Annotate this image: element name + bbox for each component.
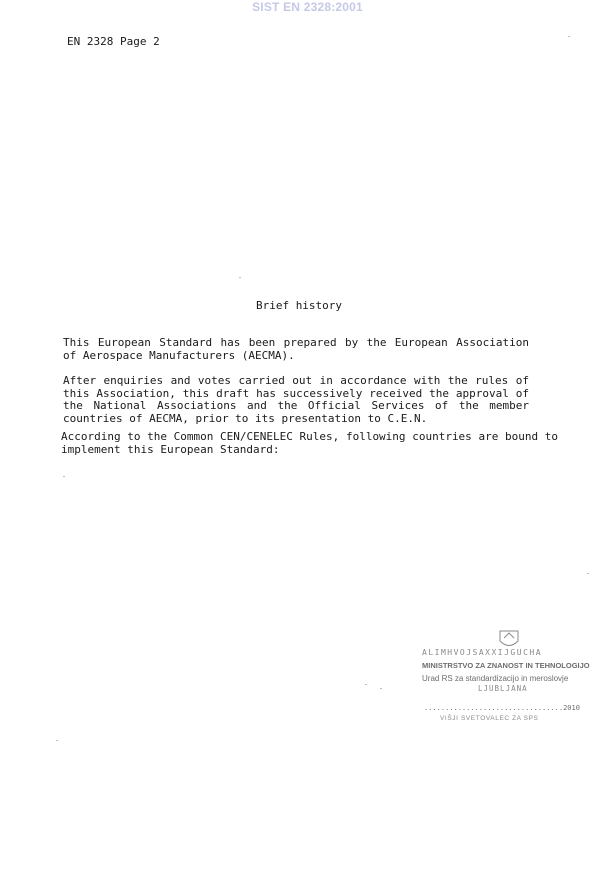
- scan-speck: [56, 740, 58, 741]
- svg-text:ALIMHVOJSAXXIJGUCHA: ALIMHVOJSAXXIJGUCHA: [422, 648, 543, 657]
- svg-text:VIŠJI SVETOVALEC ZA SPS: VIŠJI SVETOVALEC ZA SPS: [440, 715, 539, 722]
- svg-text:MINISTRSTVO ZA ZNANOST IN TEHN: MINISTRSTVO ZA ZNANOST IN TEHNOLOGIJO: [422, 661, 590, 670]
- scan-speck: [568, 36, 570, 37]
- scan-speck: [365, 684, 367, 685]
- paragraph-implementation: According to the Common CEN/CENELEC Rules, following countries are bound to implement this European Standard:: [61, 430, 558, 456]
- scan-speck: [239, 277, 241, 278]
- library-stamp-icon: [420, 628, 600, 728]
- scan-speck: [587, 573, 589, 574]
- svg-text:..............................: .................................2010: [424, 704, 580, 712]
- svg-text:Urad RS za standardizacijo in: Urad RS za standardizacijo in meroslovje: [422, 674, 569, 683]
- document-watermark: SIST EN 2328:2001: [252, 0, 363, 14]
- page-header: EN 2328 Page 2: [67, 35, 160, 48]
- section-title: Brief history: [255, 299, 343, 312]
- paragraph-approval: After enquiries and votes carried out in accordance with the rules of this Association, this draft has successively received the approval of the National Associations and the Official Services of the member countries of AECMA, prior to its presentation to C.E.N.: [63, 374, 529, 425]
- scan-speck: [380, 688, 382, 689]
- scan-speck: [63, 476, 65, 477]
- svg-text:LJUBLJANA: LJUBLJANA: [478, 684, 528, 693]
- paragraph-prepared-by: This European Standard has been prepared by the European Association of Aerospace Manufacturers (AECMA).: [63, 336, 529, 362]
